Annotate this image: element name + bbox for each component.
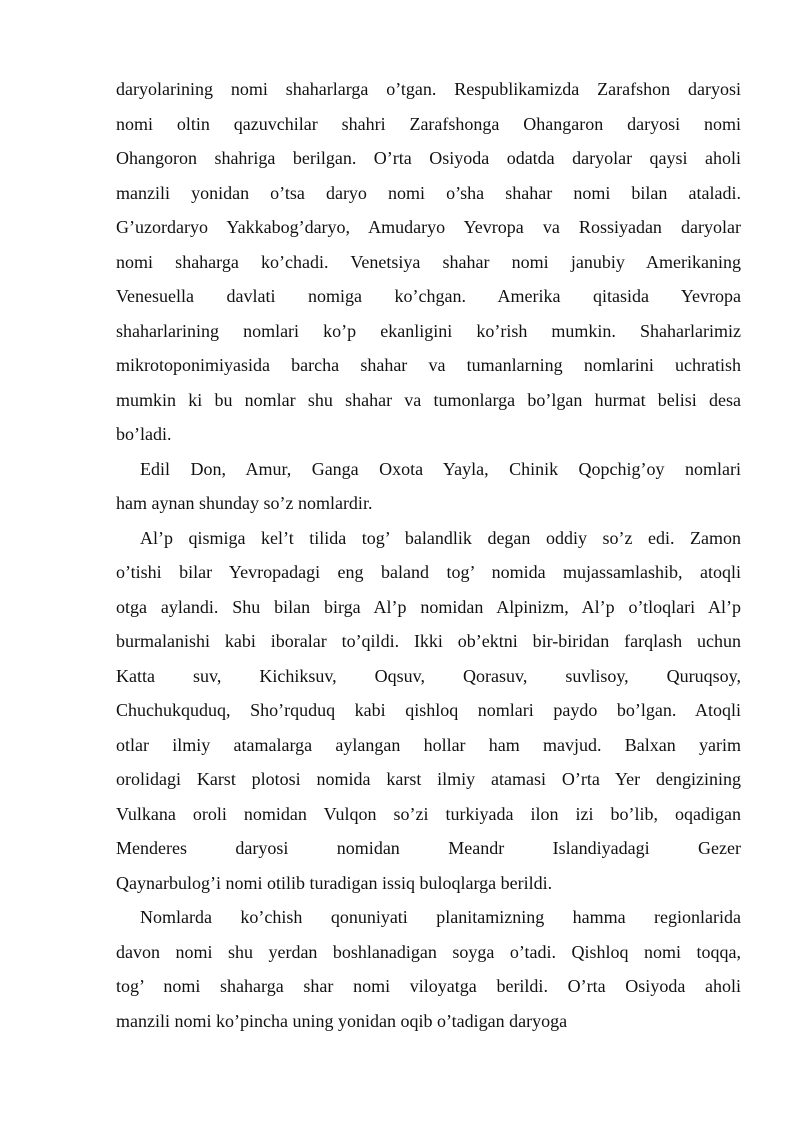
text-line: Katta suv, Kichiksuv, Oqsuv, Qorasuv, suvlisoy, Quruqsoy, (116, 665, 741, 686)
paragraph (116, 452, 741, 521)
text-line: manzili nomi ko’pincha uning yonidan oqib o’tadigan daryoga (116, 1010, 568, 1031)
text-line: Qaynarbulog’i nomi otilib turadigan issiq buloqlarga berildi. (116, 872, 553, 893)
text-line: tog’ nomi shaharga shar nomi viloyatga berildi. O’rta Osiyoda aholi (116, 976, 741, 996)
text-line: daryolarining nomi shaharlarga o’tgan. Respublikamizda Zarafshon daryosi (116, 79, 741, 99)
text-line: o’tishi bilar Yevropadagi eng baland tog’ nomida mujassamlashib, atoqli (116, 562, 741, 582)
text-line: mikrotoponimiyasida barcha shahar va tumanlarning nomlarini uchratish (116, 355, 741, 375)
document-page (116, 72, 741, 1038)
text-line: Al’p qismiga kel’t tilida tog’ balandlik degan oddiy so’z edi. Zamon (140, 527, 741, 548)
text-line: davon nomi shu yerdan boshlanadigan soyga o’tadi. Qishloq nomi toqqa, (116, 941, 741, 962)
text-line: orolidagi Karst plotosi nomida karst ilmiy atamasi O’rta Yer dengizining (116, 769, 741, 789)
paragraph (116, 521, 741, 901)
text-line: Ohangoron shahriga berilgan. O’rta Osiyoda odatda daryolar qaysi aholi (116, 148, 741, 168)
text-line: Menderes daryosi nomidan Meandr Islandiyadagi Gezer (116, 838, 741, 858)
text-line: otlar ilmiy atamalarga aylangan hollar ham mavjud. Balxan yarim (116, 734, 741, 755)
text-line: G’uzordaryo Yakkabog’daryo, Amudaryo Yevropa va Rossiyadan daryolar (116, 217, 741, 237)
text-line: Edil Don, Amur, Ganga Oxota Yayla, Chinik Qopchig’oy nomlari (140, 458, 741, 479)
text-line: mumkin ki bu nomlar shu shahar va tumonlarga bo’lgan hurmat belisi desa (116, 389, 741, 410)
paragraph (116, 72, 741, 452)
text-line: nomi shaharga ko’chadi. Venetsiya shahar nomi janubiy Amerikaning (116, 251, 741, 272)
text-line: shaharlarining nomlari ko’p ekanligini ko’rish mumkin. Shaharlarimiz (116, 320, 741, 341)
paragraph (116, 900, 741, 1038)
text-line: ham aynan shunday so’z nomlardir. (116, 493, 373, 513)
text-line: Vulkana oroli nomidan Vulqon so’zi turkiyada ilon izi bo’lib, oqadigan (116, 803, 741, 824)
body-text (116, 72, 741, 1038)
text-line: Nomlarda ko’chish qonuniyati planitamizning hamma regionlarida (140, 907, 741, 927)
text-line: nomi oltin qazuvchilar shahri Zarafshonga Ohangaron daryosi nomi (116, 113, 741, 134)
text-line: Chuchukquduq, Sho’rquduq kabi qishloq nomlari paydo bo’lgan. Atoqli (116, 700, 741, 720)
text-line: burmalanishi kabi iboralar to’qildi. Ikki ob’ektni bir-biridan farqlash uchun (116, 631, 741, 651)
text-line: manzili yonidan o’tsa daryo nomi o’sha shahar nomi bilan ataladi. (116, 182, 741, 203)
text-line: Venesuella davlati nomiga ko’chgan. Amerika qitasida Yevropa (116, 286, 741, 306)
text-line: bo’ladi. (116, 424, 172, 444)
text-line: otga aylandi. Shu bilan birga Al’p nomidan Alpinizm, Al’p o’tloqlari Al’p (116, 596, 741, 617)
